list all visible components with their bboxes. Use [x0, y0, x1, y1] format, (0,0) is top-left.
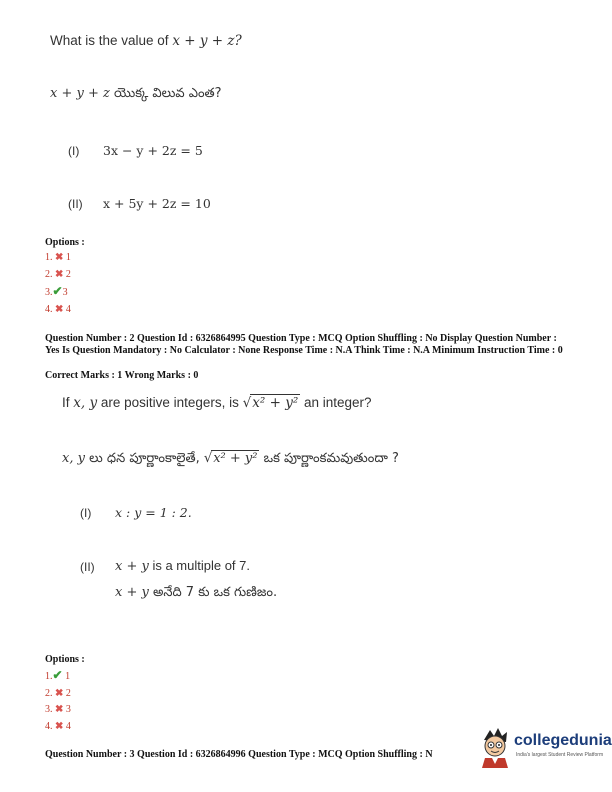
- option-number: 1.: [45, 252, 53, 263]
- q2-option-2[interactable]: [45, 686, 71, 703]
- q2-statement-2-label: (II): [80, 560, 95, 574]
- q1-telugu-text: యొక్క విలువ ఎంత?: [109, 86, 222, 101]
- option-value: 2: [65, 268, 71, 280]
- option-number: 2.: [45, 687, 53, 699]
- q1-option-1[interactable]: [45, 250, 71, 267]
- option-value: 3: [65, 704, 71, 715]
- option-value: 3: [62, 287, 68, 298]
- q2-statement-2-telugu: [115, 585, 277, 603]
- q1-english-math: x + y + z?: [172, 33, 242, 49]
- wrong-icon: ✖: [55, 303, 64, 315]
- option-number: 4.: [45, 303, 53, 315]
- wrong-icon: ✖: [55, 252, 64, 263]
- option-number: 3.: [45, 287, 53, 298]
- logo-name: collegedunia: [514, 732, 612, 749]
- q2-statement-2-telugu-text: అనేది 7 కు ఒక గుణిజం.: [148, 585, 278, 600]
- q2-english-pre: If: [62, 395, 74, 410]
- q2-statement-2-math: x + y: [115, 559, 149, 574]
- logo-tagline: India's largest Student Review Platform: [516, 752, 604, 758]
- q1-statement-1-label: (I): [68, 144, 80, 158]
- q2-telugu-sqrt-expression: x² + y²: [213, 451, 258, 466]
- option-value: 4: [65, 720, 71, 732]
- option-number: 2.: [45, 268, 53, 280]
- q2-options-title: Options :: [45, 654, 85, 665]
- q2-statement-2-telugu-math: x + y: [115, 585, 149, 600]
- q1-telugu-math: x + y + z: [50, 86, 110, 101]
- option-number: 3.: [45, 704, 53, 715]
- q2-english-post: an integer?: [300, 395, 372, 410]
- q2-option-4[interactable]: [45, 719, 71, 736]
- correct-check-icon: ✔: [52, 668, 63, 682]
- q2-english-vars: x, y: [73, 395, 98, 411]
- q2-telugu-pre: లు ధన పూర్ణాంకాలైతే,: [84, 451, 204, 466]
- option-value: 4: [65, 303, 71, 315]
- sqrt-symbol: √: [203, 451, 213, 466]
- correct-check-icon: ✔: [52, 284, 63, 298]
- wrong-icon: ✖: [55, 720, 64, 732]
- option-number: 4.: [45, 720, 53, 732]
- q1-option-3[interactable]: [45, 283, 71, 302]
- q2-telugu-vars: x, y: [62, 451, 85, 466]
- option-value: 1: [65, 252, 71, 263]
- q2-statement-1: x : y = 1 : 2.: [115, 505, 192, 520]
- q2-english-question: [62, 394, 372, 411]
- wrong-icon: ✖: [55, 704, 64, 715]
- option-value: 2: [65, 687, 71, 699]
- q2-options-list: [45, 667, 71, 735]
- q2-statement-2: [115, 558, 250, 574]
- wrong-icon: ✖: [55, 687, 64, 699]
- collegedunia-logo: [478, 722, 612, 772]
- q2-statement-1-label: (I): [80, 506, 92, 520]
- q1-option-4[interactable]: [45, 302, 71, 319]
- q2-english-mid: are positive integers, is: [97, 395, 243, 410]
- q1-statement-2-label: (II): [68, 197, 83, 211]
- sqrt-symbol: √: [242, 395, 252, 411]
- q1-options-title: Options :: [45, 237, 85, 248]
- q2-sqrt-expression: x² + y²: [252, 395, 299, 411]
- q2-telugu-post: ఒక పూర్ణాంకమవుతుందా ?: [259, 451, 399, 466]
- q1-options-list: [45, 250, 71, 318]
- q1-option-2[interactable]: [45, 267, 71, 284]
- q1-telugu-question: [50, 86, 222, 104]
- q1-statement-2: x + 5y + 2z = 10: [103, 196, 211, 211]
- q2-option-1[interactable]: [45, 667, 71, 686]
- option-number: 1.: [45, 671, 53, 682]
- q3-meta-info: Question Number : 3 Question Id : 6326864996 Question Type : MCQ Option Shuffling : N: [45, 749, 433, 760]
- q1-english-text: What is the value of: [50, 33, 173, 48]
- option-value: 1: [65, 671, 71, 682]
- q1-statement-1: 3x − y + 2z = 5: [103, 143, 203, 158]
- q2-marks-info: Correct Marks : 1 Wrong Marks : 0: [45, 370, 199, 381]
- wrong-icon: ✖: [55, 268, 64, 280]
- q2-telugu-question: [62, 450, 399, 469]
- q1-english-question: [50, 33, 242, 49]
- q2-statement-2-text: is a multiple of 7.: [148, 558, 250, 573]
- q2-meta-info: Question Number : 2 Question Id : 6326864995 Question Type : MCQ Option Shuffling : No Display Question Number : Yes Is Question Mandatory : No Calculator : None Response Time : N.A Think Time : N.A Minimum Instruction Time : 0: [45, 333, 563, 356]
- q2-option-3[interactable]: [45, 702, 71, 719]
- mascot-icon: [478, 726, 512, 768]
